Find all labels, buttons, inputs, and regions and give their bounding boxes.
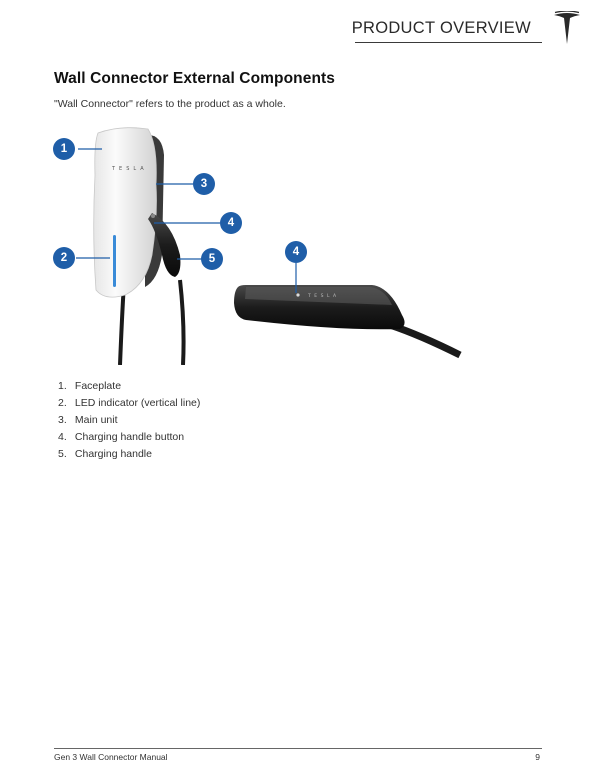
tesla-logo-icon (552, 11, 582, 45)
product-figure (40, 115, 480, 365)
page-number: 9 (535, 752, 540, 762)
large-handle-brand: TESLA (308, 294, 340, 299)
list-item: 4. Charging handle button (58, 431, 185, 443)
callout-5: 5 (201, 248, 223, 270)
list-item: 5. Charging handle (58, 448, 152, 460)
callout-2: 2 (53, 247, 75, 269)
page-title: Wall Connector External Components (54, 70, 335, 87)
header-divider (355, 42, 542, 43)
intro-text: "Wall Connector" refers to the product as a whole. (54, 98, 286, 110)
faceplate-brand: TESLA (112, 166, 148, 172)
footer-divider (54, 748, 542, 749)
list-item: 2. LED indicator (vertical line) (58, 397, 201, 409)
manual-title: Gen 3 Wall Connector Manual (54, 752, 168, 762)
list-item: 3. Main unit (58, 414, 118, 426)
callout-line-handle (40, 115, 480, 365)
page-header (0, 0, 600, 50)
callout-3: 3 (193, 173, 215, 195)
callout-4-handle: 4 (285, 241, 307, 263)
section-title: PRODUCT OVERVIEW (351, 19, 531, 37)
component-list (58, 378, 200, 463)
callout-1: 1 (53, 138, 75, 160)
list-item: 1. Faceplate (58, 380, 122, 392)
callout-4: 4 (220, 212, 242, 234)
